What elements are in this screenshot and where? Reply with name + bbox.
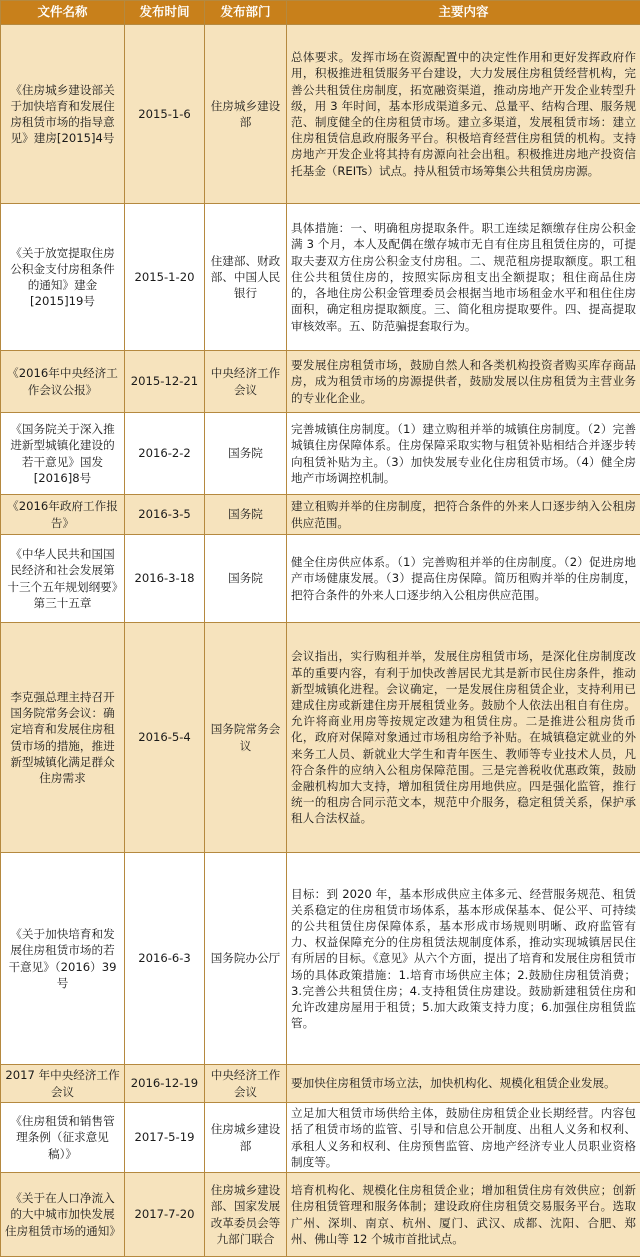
header-department: 发布部门 — [205, 1, 287, 25]
department-cell: 住房城乡建设部、国家发展改革委员会等九部门联合 — [205, 1173, 287, 1257]
file-name-cell: 《关于加快培育和发展住房租赁市场的若干意见》（2016）39号 — [1, 853, 125, 1065]
table-row — [1, 853, 640, 1065]
release-date-cell: 2015-12-21 — [125, 351, 205, 413]
department-cell: 国务院办公厅 — [205, 853, 287, 1065]
table-row — [1, 204, 640, 351]
release-date-cell: 2016-6-3 — [125, 853, 205, 1065]
table-row — [1, 413, 640, 495]
department-cell: 国务院 — [205, 495, 287, 535]
release-date-cell: 2017-5-19 — [125, 1103, 205, 1173]
table-row — [1, 1065, 640, 1103]
release-date-cell: 2015-1-6 — [125, 25, 205, 204]
file-name-cell: 《关于放宽提取住房公积金支付房租条件的通知》建金[2015]19号 — [1, 204, 125, 351]
file-name-cell: 2017 年中央经济工作会议 — [1, 1065, 125, 1103]
main-content-cell: 完善城镇住房制度。（1）建立购租并举的城镇住房制度。（2）完善城镇住房保障体系。住房保障采取实物与租赁补贴相结合并逐步转向租赁补贴为主。（3）加快发展专业化住房租赁市场。（4）健全房地产市场调控机制。 — [287, 413, 640, 495]
table-header-row — [1, 1, 640, 25]
release-date-cell: 2016-2-2 — [125, 413, 205, 495]
file-name-cell: 李克强总理主持召开国务院常务会议：确定培育和发展住房租赁市场的措施，推进新型城镇化满足群众住房需求 — [1, 623, 125, 853]
file-name-cell: 《住房租赁和销售管理条例（征求意见稿）》 — [1, 1103, 125, 1173]
main-content-cell: 培育机构化、规模化住房租赁企业；增加租赁住房有效供应；创新住房租赁管理和服务体制；建设政府住房租赁交易服务平台。选取广州、深圳、南京、杭州、厦门、武汉、成都、沈阳、合肥、郑州、佛山等 12 个城市首批试点。 — [287, 1173, 640, 1257]
main-content-cell: 建立租购并举的住房制度，把符合条件的外来人口逐步纳入公租房供应范围。 — [287, 495, 640, 535]
table-row — [1, 351, 640, 413]
release-date-cell: 2015-1-20 — [125, 204, 205, 351]
header-release-date: 发布时间 — [125, 1, 205, 25]
header-main-content: 主要内容 — [287, 1, 640, 25]
main-content-cell: 健全住房供应体系。（1）完善购租并举的住房制度。（2）促进房地产市场健康发展。（3）提高住房保障。简历租购并举的住房制度，把符合条件的外来人口逐步纳入公租房供应范围。 — [287, 535, 640, 623]
table-row — [1, 623, 640, 853]
department-cell: 住房城乡建设部 — [205, 1103, 287, 1173]
file-name-cell: 《2016年中央经济工作会议公报》 — [1, 351, 125, 413]
release-date-cell: 2016-12-19 — [125, 1065, 205, 1103]
department-cell: 国务院 — [205, 413, 287, 495]
file-name-cell: 《2016年政府工作报告》 — [1, 495, 125, 535]
table-row — [1, 1173, 640, 1257]
main-content-cell: 目标：到 2020 年，基本形成供应主体多元、经营服务规范、租赁关系稳定的住房租赁市场体系，基本形成保基本、促公平、可持续的公共租赁住房保障体系，基本形成市场规则明晰、政府监管有力、权益保障充分的住房租赁法规制度体系，推动实现城镇居民住有所居的目标。《意见》从六个方面，提出了培育和发展住房租赁市场的具体政策措施：1.培育市场供应主体；2.鼓励住房租赁消费；3.完善公共租赁住房；4.支持租赁住房建设。鼓励新建租赁住房和允许改建房屋用于租赁；5.加大政策支持力度；6.加强住房租赁监管。 — [287, 853, 640, 1065]
department-cell: 住建部、财政部、中国人民银行 — [205, 204, 287, 351]
department-cell: 中央经济工作会议 — [205, 351, 287, 413]
department-cell: 住房城乡建设部 — [205, 25, 287, 204]
department-cell: 国务院 — [205, 535, 287, 623]
main-content-cell: 要加快住房租赁市场立法，加快机构化、规模化租赁企业发展。 — [287, 1065, 640, 1103]
file-name-cell: 《中华人民共和国国民经济和社会发展第十三个五年规划纲要》第三十五章 — [1, 535, 125, 623]
table-row — [1, 25, 640, 204]
main-content-cell: 总体要求。发挥市场在资源配置中的决定性作用和更好发挥政府作用，积极推进租赁服务平台建设，大力发展住房租赁经营机构，完善公共租赁住房制度，拓宽融资渠道，推动房地产开发企业转型升级，用 3 年时间，基本形成渠道多元、总量平、结构合理、服务规范、制度健全的住房租赁市场。建立多渠道，发展租赁市场：建立住房租赁信息政府服务平台。积极培育经营住房租赁的机构。支持房地产开发企业将其持有房源向社会出租。积极推进房地产投资信托基金（REITs）试点。持从租赁市场筹集公共租赁房房源。 — [287, 25, 640, 204]
table-row — [1, 535, 640, 623]
department-cell: 国务院常务会议 — [205, 623, 287, 853]
department-cell: 中央经济工作会议 — [205, 1065, 287, 1103]
main-content-cell: 会议指出，实行购租并举，发展住房租赁市场，是深化住房制度改革的重要内容，有利于加快改善居民尤其是新市民住房条件，推动新型城镇化进程。会议确定，一是发展住房租赁企业，支持利用已建成住房或新建住房开展租赁业务。鼓励个人依法出租自有住房。允许将商业用房等按规定改建为租赁住房。二是推进公租房货币化，政府对保障对象通过市场租房给予补贴。在城镇稳定就业的外来务工人员、新就业大学生和青年医生、教师等专业技术人员，凡符合条件的应纳入公租房保障范围。三是完善税收优惠政策，鼓励金融机构加大支持，增加租赁住房用地供应。四是强化监管，推行统一的租房合同示范文本，规范中介服务，稳定租赁关系，保护承租人合法权益。 — [287, 623, 640, 853]
table-row — [1, 495, 640, 535]
release-date-cell: 2017-7-20 — [125, 1173, 205, 1257]
file-name-cell: 《国务院关于深入推进新型城镇化建设的若干意见》国发[2016]8号 — [1, 413, 125, 495]
header-file-name: 文件名称 — [1, 1, 125, 25]
release-date-cell: 2016-5-4 — [125, 623, 205, 853]
release-date-cell: 2016-3-18 — [125, 535, 205, 623]
file-name-cell: 《关于在人口净流入的大中城市加快发展住房租赁市场的通知》 — [1, 1173, 125, 1257]
file-name-cell: 《住房城乡建设部关于加快培育和发展住房租赁市场的指导意见》建房[2015]4号 — [1, 25, 125, 204]
main-content-cell: 要发展住房租赁市场，鼓励自然人和各类机构投资者购买库存商品房，成为租赁市场的房源提供者，鼓励发展以住房租赁为主营业务的专业化企业。 — [287, 351, 640, 413]
release-date-cell: 2016-3-5 — [125, 495, 205, 535]
main-content-cell: 具体措施：一、明确租房提取条件。职工连续足额缴存住房公积金满 3 个月，本人及配偶在缴存城市无自有住房且租赁住房的，可提取夫妻双方住房公积金支付房租。二、规范租房提取额度。职工租住公共租赁住房的，按照实际房租支出全额提取；租住商品住房的，各地住房公积金管理委员会根据当地市场租金水平和租住住房面积，确定租房提取额度。三、简化租房提取要件。四、提高提取审核效率。五、防范骗提套取行为。 — [287, 204, 640, 351]
table-row — [1, 1103, 640, 1173]
main-content-cell: 立足加大租赁市场供给主体，鼓励住房租赁企业长期经营。内容包括了租赁市场的监管、引导和信息公开制度、出租人义务和权利、承租人义务和权利、住房预售监管、房地产经济专业人员职业资格制度等。 — [287, 1103, 640, 1173]
